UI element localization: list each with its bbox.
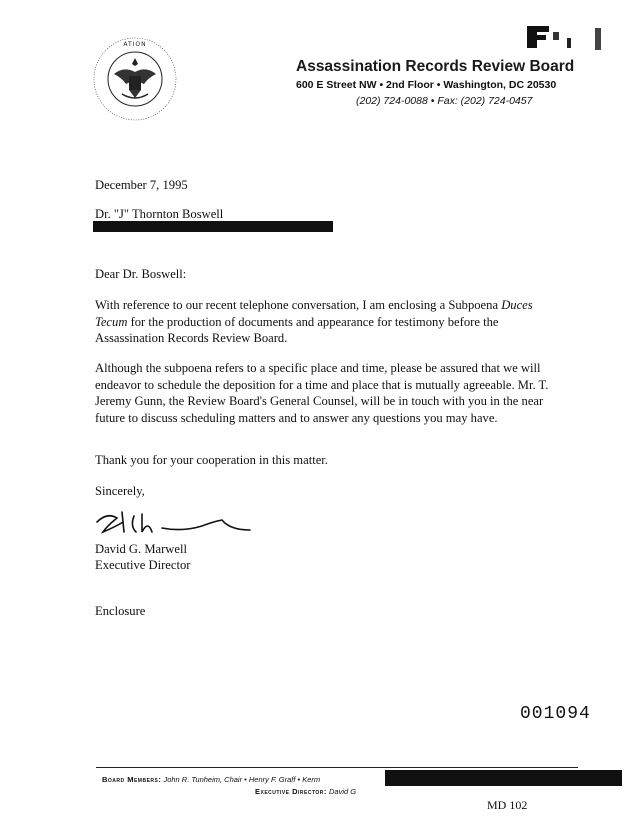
closing: Sincerely, bbox=[95, 484, 145, 498]
seal-image bbox=[92, 36, 178, 122]
board-members-line bbox=[102, 775, 320, 784]
executive-director-line bbox=[255, 787, 356, 796]
paragraph-1 bbox=[95, 297, 565, 347]
document-number: 001094 bbox=[520, 704, 591, 724]
salutation: Dear Dr. Boswell: bbox=[95, 267, 187, 281]
paragraph-1-text-end: for the production of documents and appearance for testimony before the Assassination Records Review Board. bbox=[95, 314, 499, 345]
org-address: 600 E Street NW • 2nd Floor • Washington, DC 20530 bbox=[296, 79, 557, 91]
redaction-bar bbox=[93, 221, 333, 232]
recipient-name: Dr. "J" Thornton Boswell bbox=[95, 207, 224, 221]
paragraph-1-italic: Duces Tecum bbox=[95, 298, 533, 329]
executive-director-label: Executive Director: bbox=[255, 787, 327, 796]
paragraph-3: Thank you for your cooperation in this matter. bbox=[95, 453, 328, 467]
footer-redaction-bar bbox=[385, 770, 622, 786]
paragraph-1-text: With reference to our recent telephone conversation, I am enclosing a Subpoena bbox=[95, 298, 502, 312]
enclosure-note: Enclosure bbox=[95, 604, 146, 618]
fax-stamp-mark bbox=[525, 22, 605, 54]
executive-director-name: David G bbox=[329, 787, 357, 796]
signer-name: David G. Marwell bbox=[95, 542, 187, 556]
board-members-names: John R. Tunheim, Chair • Henry F. Graff • Kerm bbox=[163, 775, 321, 784]
paragraph-2: Although the subpoena refers to a specific place and time, please be assured that we will endeavor to schedule the deposition for a time and place that is mutually agreeable. Mr. T. Jeremy Gunn, the Review Board's General Counsel, will be in touch with you in the near future to discuss scheduling matters and to answer any questions you may have. bbox=[95, 361, 549, 425]
svg-text:ATION: ATION bbox=[123, 41, 147, 48]
org-name: Assassination Records Review Board bbox=[296, 58, 575, 75]
org-phone-fax: (202) 724-0088 • Fax: (202) 724-0457 bbox=[356, 95, 533, 107]
signer-title: Executive Director bbox=[95, 558, 191, 572]
footer-divider bbox=[96, 767, 578, 768]
letter-date: December 7, 1995 bbox=[95, 178, 188, 192]
signature-image bbox=[92, 506, 262, 546]
md-number: MD 102 bbox=[487, 798, 528, 812]
board-members-label: Board Members: bbox=[102, 775, 162, 784]
